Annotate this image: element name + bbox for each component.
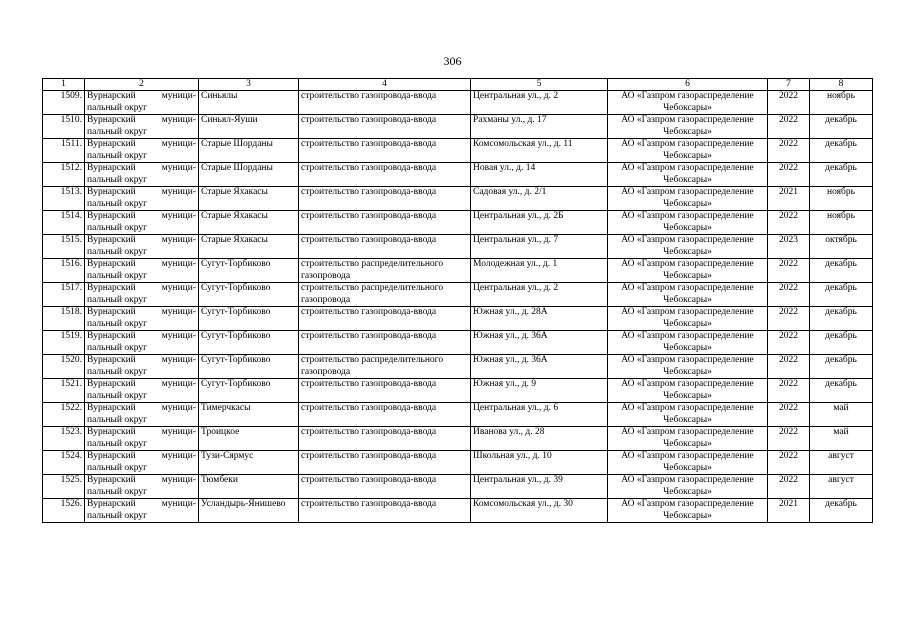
work-type-cell: строительство газопровода-ввода <box>299 499 471 523</box>
district-line: пальный округ <box>87 510 148 521</box>
year-cell: 2023 <box>768 235 810 259</box>
district-line: пальный округ <box>87 438 148 449</box>
settlement-cell: Синьялы <box>199 91 299 115</box>
district-line: Вурнарский муници- <box>87 187 196 197</box>
address-cell: Рахманы ул., д. 17 <box>471 115 608 139</box>
year-cell: 2022 <box>768 307 810 331</box>
district-line: пальный округ <box>87 246 148 257</box>
month-cell: декабрь <box>810 331 873 355</box>
organization-cell: АО «Газпром газораспределение Чебоксары» <box>608 379 768 403</box>
row-number: 1521. <box>43 379 85 403</box>
district-line: пальный округ <box>87 174 148 185</box>
row-number: 1516. <box>43 259 85 283</box>
table-row <box>43 211 873 235</box>
row-number: 1509. <box>43 91 85 115</box>
district-cell <box>85 499 199 523</box>
row-number: 1512. <box>43 163 85 187</box>
settlement-cell: Троицкое <box>199 427 299 451</box>
organization-cell: АО «Газпром газораспределение Чебоксары» <box>608 259 768 283</box>
work-type-cell: строительство газопровода-ввода <box>299 139 471 163</box>
district-line: пальный округ <box>87 318 148 329</box>
column-number-row <box>43 79 873 91</box>
address-cell: Комсомольская ул., д. 11 <box>471 139 608 163</box>
work-type-cell: строительство распределительного газопровода <box>299 259 471 283</box>
month-cell: декабрь <box>810 283 873 307</box>
address-cell: Центральная ул., д. 7 <box>471 235 608 259</box>
work-type-cell: строительство газопровода-ввода <box>299 91 471 115</box>
organization-cell: АО «Газпром газораспределение Чебоксары» <box>608 115 768 139</box>
row-number: 1523. <box>43 427 85 451</box>
district-cell <box>85 211 199 235</box>
work-type-cell: строительство газопровода-ввода <box>299 331 471 355</box>
district-line: пальный округ <box>87 342 148 353</box>
row-number: 1514. <box>43 211 85 235</box>
district-cell <box>85 451 199 475</box>
district-line: Вурнарский муници- <box>87 91 196 101</box>
table-row <box>43 139 873 163</box>
organization-cell: АО «Газпром газораспределение Чебоксары» <box>608 355 768 379</box>
district-line: Вурнарский муници- <box>87 331 196 341</box>
month-cell: май <box>810 403 873 427</box>
district-line: Вурнарский муници- <box>87 115 196 125</box>
gasification-table <box>42 78 873 523</box>
settlement-cell: Старые Яхакасы <box>199 235 299 259</box>
district-cell <box>85 187 199 211</box>
organization-cell: АО «Газпром газораспределение Чебоксары» <box>608 403 768 427</box>
table-row <box>43 427 873 451</box>
settlement-cell: Сугут-Торбиково <box>199 331 299 355</box>
district-line: Вурнарский муници- <box>87 427 196 437</box>
table-row <box>43 403 873 427</box>
settlement-cell: Синьял-Яуши <box>199 115 299 139</box>
settlement-cell: Сугут-Торбиково <box>199 259 299 283</box>
district-cell <box>85 427 199 451</box>
month-cell: декабрь <box>810 115 873 139</box>
district-line: Вурнарский муници- <box>87 403 196 413</box>
organization-cell: АО «Газпром газораспределение Чебоксары» <box>608 451 768 475</box>
work-type-cell: строительство газопровода-ввода <box>299 403 471 427</box>
district-line: Вурнарский муници- <box>87 235 196 245</box>
year-cell: 2022 <box>768 451 810 475</box>
address-cell: Центральная ул., д. 39 <box>471 475 608 499</box>
address-cell: Центральная ул., д. 2 <box>471 91 608 115</box>
work-type-cell: строительство газопровода-ввода <box>299 379 471 403</box>
page-number: 306 <box>443 54 462 68</box>
organization-cell: АО «Газпром газораспределение Чебоксары» <box>608 331 768 355</box>
organization-cell: АО «Газпром газораспределение Чебоксары» <box>608 91 768 115</box>
year-cell: 2022 <box>768 163 810 187</box>
month-cell: декабрь <box>810 259 873 283</box>
year-cell: 2022 <box>768 379 810 403</box>
year-cell: 2022 <box>768 211 810 235</box>
row-number: 1510. <box>43 115 85 139</box>
table-row <box>43 163 873 187</box>
table-row <box>43 379 873 403</box>
row-number: 1522. <box>43 403 85 427</box>
district-cell <box>85 331 199 355</box>
year-cell: 2022 <box>768 331 810 355</box>
organization-cell: АО «Газпром газораспределение Чебоксары» <box>608 475 768 499</box>
month-cell: декабрь <box>810 499 873 523</box>
district-line: пальный округ <box>87 462 148 473</box>
address-cell: Южная ул., д. 36А <box>471 355 608 379</box>
table-row <box>43 91 873 115</box>
organization-cell: АО «Газпром газораспределение Чебоксары» <box>608 163 768 187</box>
district-cell <box>85 139 199 163</box>
address-cell: Южная ул., д. 36А <box>471 331 608 355</box>
month-cell: декабрь <box>810 163 873 187</box>
month-cell: декабрь <box>810 355 873 379</box>
work-type-cell: строительство газопровода-ввода <box>299 187 471 211</box>
column-number: 1 <box>43 79 85 91</box>
settlement-cell: Сугут-Торбиково <box>199 283 299 307</box>
district-cell <box>85 283 199 307</box>
organization-cell: АО «Газпром газораспределение Чебоксары» <box>608 211 768 235</box>
district-cell <box>85 259 199 283</box>
month-cell: декабрь <box>810 139 873 163</box>
district-cell <box>85 91 199 115</box>
year-cell: 2022 <box>768 115 810 139</box>
row-number: 1513. <box>43 187 85 211</box>
organization-cell: АО «Газпром газораспределение Чебоксары» <box>608 283 768 307</box>
row-number: 1511. <box>43 139 85 163</box>
table-row <box>43 235 873 259</box>
month-cell: декабрь <box>810 379 873 403</box>
month-cell: ноябрь <box>810 187 873 211</box>
settlement-cell: Сугут-Торбиково <box>199 355 299 379</box>
district-line: пальный округ <box>87 486 148 497</box>
district-line: Вурнарский муници- <box>87 139 196 149</box>
settlement-cell: Старые Яхакасы <box>199 211 299 235</box>
table-row <box>43 115 873 139</box>
year-cell: 2022 <box>768 475 810 499</box>
organization-cell: АО «Газпром газораспределение Чебоксары» <box>608 139 768 163</box>
month-cell: декабрь <box>810 307 873 331</box>
district-line: пальный округ <box>87 222 148 233</box>
organization-cell: АО «Газпром газораспределение Чебоксары» <box>608 427 768 451</box>
table-row <box>43 283 873 307</box>
year-cell: 2022 <box>768 427 810 451</box>
district-cell <box>85 355 199 379</box>
row-number: 1520. <box>43 355 85 379</box>
settlement-cell: Старые Шорданы <box>199 139 299 163</box>
address-cell: Садовая ул., д. 2/1 <box>471 187 608 211</box>
district-line: Вурнарский муници- <box>87 211 196 221</box>
year-cell: 2022 <box>768 403 810 427</box>
district-line: Вурнарский муници- <box>87 379 196 389</box>
district-cell <box>85 235 199 259</box>
table-row <box>43 187 873 211</box>
row-number: 1525. <box>43 475 85 499</box>
work-type-cell: строительство газопровода-ввода <box>299 307 471 331</box>
work-type-cell: строительство газопровода-ввода <box>299 427 471 451</box>
district-line: Вурнарский муници- <box>87 283 196 293</box>
column-number: 3 <box>199 79 299 91</box>
settlement-cell: Тузи-Сярмус <box>199 451 299 475</box>
district-line: Вурнарский муници- <box>87 451 196 461</box>
settlement-cell: Старые Шорданы <box>199 163 299 187</box>
address-cell: Иванова ул., д. 28 <box>471 427 608 451</box>
district-line: Вурнарский муници- <box>87 163 196 173</box>
month-cell: август <box>810 451 873 475</box>
district-cell <box>85 115 199 139</box>
address-cell: Центральная ул., д. 2Б <box>471 211 608 235</box>
table-row <box>43 475 873 499</box>
table-row <box>43 259 873 283</box>
district-line: Вурнарский муници- <box>87 475 196 485</box>
district-line: пальный округ <box>87 126 148 137</box>
district-cell <box>85 403 199 427</box>
work-type-cell: строительство газопровода-ввода <box>299 475 471 499</box>
year-cell: 2021 <box>768 187 810 211</box>
district-line: пальный округ <box>87 366 148 377</box>
year-cell: 2022 <box>768 283 810 307</box>
address-cell: Южная ул., д. 9 <box>471 379 608 403</box>
district-line: пальный округ <box>87 390 148 401</box>
work-type-cell: строительство газопровода-ввода <box>299 115 471 139</box>
work-type-cell: строительство распределительного газопровода <box>299 355 471 379</box>
row-number: 1515. <box>43 235 85 259</box>
month-cell: ноябрь <box>810 211 873 235</box>
address-cell: Центральная ул., д. 2 <box>471 283 608 307</box>
settlement-cell: Тимерчкасы <box>199 403 299 427</box>
district-cell <box>85 163 199 187</box>
month-cell: май <box>810 427 873 451</box>
table-row <box>43 451 873 475</box>
address-cell: Южная ул., д. 28А <box>471 307 608 331</box>
month-cell: август <box>810 475 873 499</box>
organization-cell: АО «Газпром газораспределение Чебоксары» <box>608 307 768 331</box>
row-number: 1524. <box>43 451 85 475</box>
column-number: 6 <box>608 79 768 91</box>
work-type-cell: строительство распределительного газопровода <box>299 283 471 307</box>
district-line: пальный округ <box>87 102 148 113</box>
column-number: 7 <box>768 79 810 91</box>
row-number: 1517. <box>43 283 85 307</box>
district-line: Вурнарский муници- <box>87 307 196 317</box>
table-row <box>43 331 873 355</box>
work-type-cell: строительство газопровода-ввода <box>299 235 471 259</box>
address-cell: Школьная ул., д. 10 <box>471 451 608 475</box>
district-cell <box>85 379 199 403</box>
work-type-cell: строительство газопровода-ввода <box>299 451 471 475</box>
row-number: 1519. <box>43 331 85 355</box>
settlement-cell: Сугут-Торбиково <box>199 307 299 331</box>
settlement-cell: Сугут-Торбиково <box>199 379 299 403</box>
district-line: пальный округ <box>87 294 148 305</box>
table-row <box>43 355 873 379</box>
settlement-cell: Тюмбеки <box>199 475 299 499</box>
address-cell: Молодежная ул., д. 1 <box>471 259 608 283</box>
settlement-cell: Старые Яхакасы <box>199 187 299 211</box>
year-cell: 2022 <box>768 355 810 379</box>
organization-cell: АО «Газпром газораспределение Чебоксары» <box>608 235 768 259</box>
district-line: Вурнарский муници- <box>87 259 196 269</box>
work-type-cell: строительство газопровода-ввода <box>299 163 471 187</box>
organization-cell: АО «Газпром газораспределение Чебоксары» <box>608 499 768 523</box>
district-line: пальный округ <box>87 198 148 209</box>
district-line: Вурнарский муници- <box>87 355 196 365</box>
year-cell: 2021 <box>768 499 810 523</box>
column-number: 5 <box>471 79 608 91</box>
column-number: 8 <box>810 79 873 91</box>
district-line: пальный округ <box>87 150 148 161</box>
work-type-cell: строительство газопровода-ввода <box>299 211 471 235</box>
year-cell: 2022 <box>768 259 810 283</box>
district-cell <box>85 307 199 331</box>
year-cell: 2022 <box>768 91 810 115</box>
district-cell <box>85 475 199 499</box>
month-cell: ноябрь <box>810 91 873 115</box>
row-number: 1526. <box>43 499 85 523</box>
district-line: пальный округ <box>87 414 148 425</box>
table-row <box>43 307 873 331</box>
district-line: пальный округ <box>87 270 148 281</box>
address-cell: Комсомольская ул., д. 30 <box>471 499 608 523</box>
address-cell: Центральная ул., д. 6 <box>471 403 608 427</box>
table-row <box>43 499 873 523</box>
month-cell: октябрь <box>810 235 873 259</box>
column-number: 4 <box>299 79 471 91</box>
column-number: 2 <box>85 79 199 91</box>
settlement-cell: Усландырь-Янишево <box>199 499 299 523</box>
organization-cell: АО «Газпром газораспределение Чебоксары» <box>608 187 768 211</box>
address-cell: Новая ул., д. 14 <box>471 163 608 187</box>
district-line: Вурнарский муници- <box>87 499 196 509</box>
row-number: 1518. <box>43 307 85 331</box>
year-cell: 2022 <box>768 139 810 163</box>
